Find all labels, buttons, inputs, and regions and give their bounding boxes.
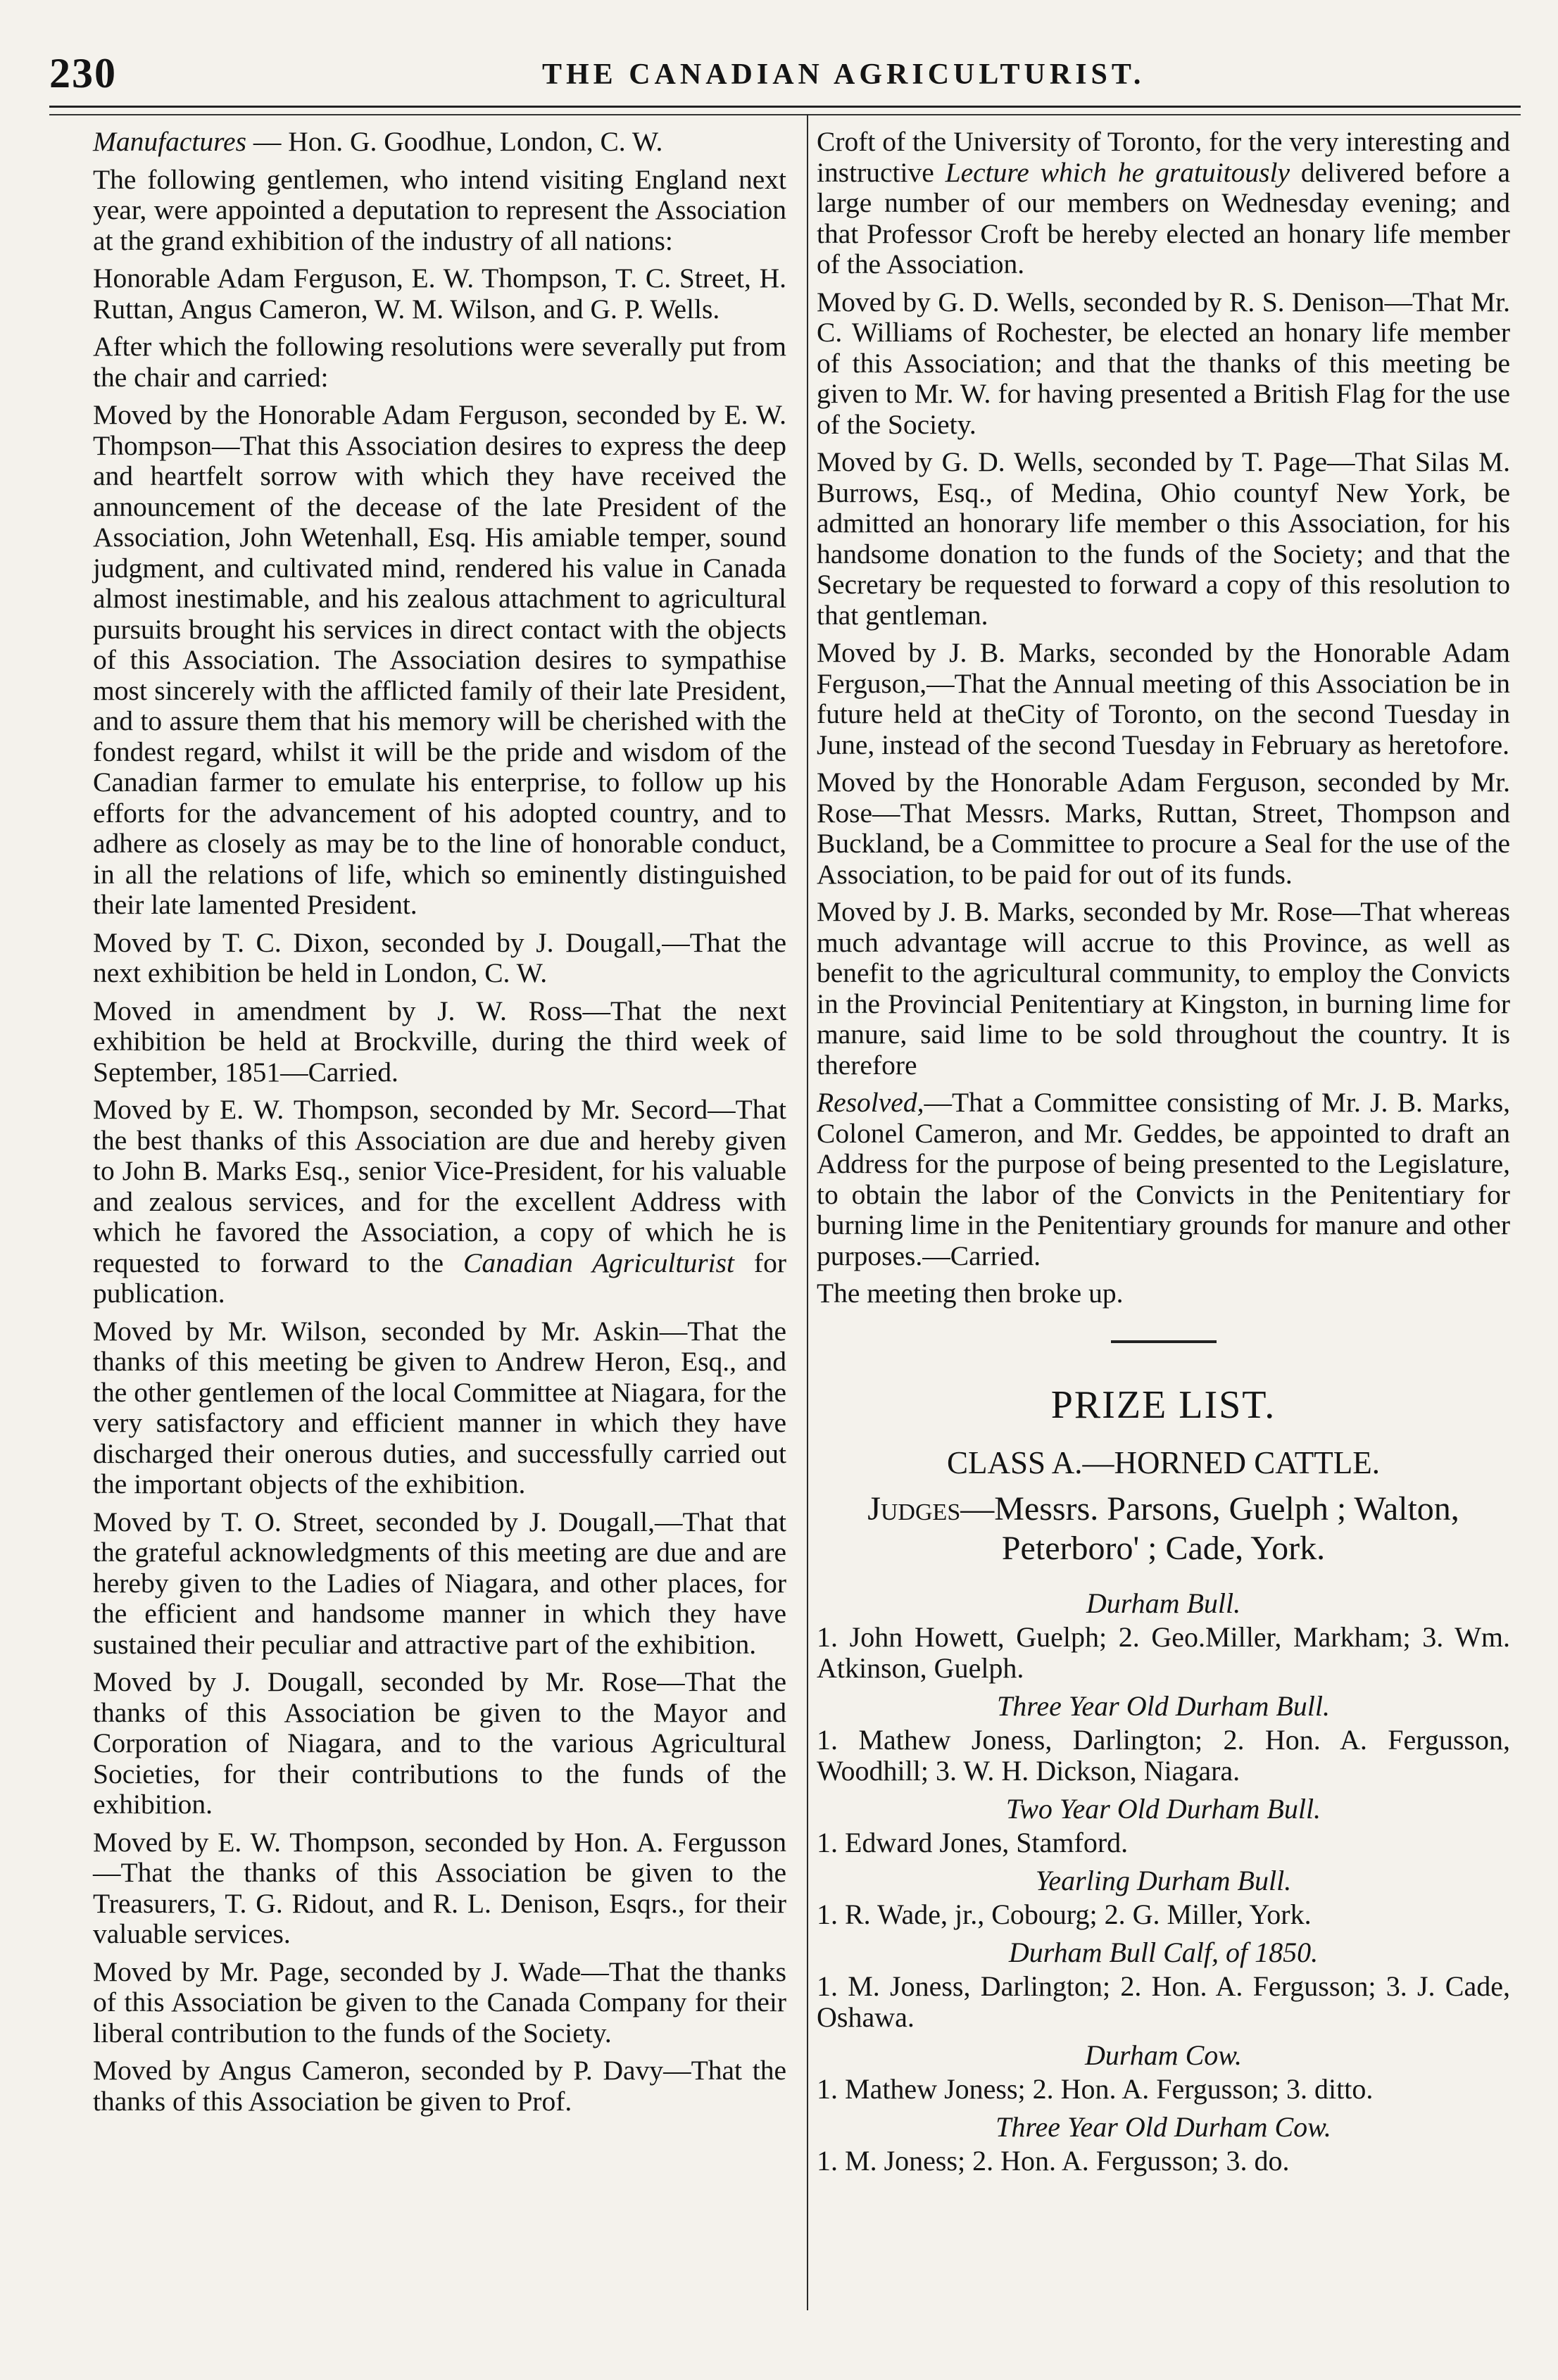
prize-entry: 1. M. Joness, Darlington; 2. Hon. A. Fergusson; 3. J. Cade, Oshawa. [817, 1970, 1510, 2033]
paragraph: Moved by the Honorable Adam Ferguson, seconded by Mr. Rose—That Messrs. Marks, Ruttan, Street, Thompson and Buckland, be a Committee to procure a Seal for the use of the Association, to be paid for out of its funds. [817, 767, 1510, 890]
paragraph: Honorable Adam Ferguson, E. W. Thompson, T. C. Street, H. Ruttan, Angus Cameron, W. M. Wilson, and G. P. Wells. [93, 263, 786, 325]
paragraph: Moved by Mr. Page, seconded by J. Wade—That the thanks of this Association be given to the Canada Company for their liberal contribution to the funds of the Society. [93, 1956, 786, 2048]
paragraph: Moved in amendment by J. W. Ross—That the next exhibition be held at Brockville, during the third week of September, 1851—Carried. [93, 995, 786, 1088]
category-heading: Three Year Old Durham Bull. [996, 1689, 1330, 1722]
running-title: THE CANADIAN AGRICULTURIST. [542, 58, 1145, 91]
paragraph: Moved by J. B. Marks, seconded by the Honorable Adam Ferguson,—That the Annual meeting of this Association be in future held at theCity of Toronto, on the second Tuesday in June, instead of the second Tuesday in February as heretofore. [817, 637, 1510, 760]
paragraph: Manufactures — Hon. G. Goodhue, London, C. W. [93, 126, 663, 157]
paragraph: Moved by J. B. Marks, seconded by Mr. Rose—That whereas much advantage will accrue to this Province, as well as benefit to the agricultural community, to employ the Convicts in the Provincial Penitentiary at Kingston, in burning lime for manure, said lime to be sold throughout the country. It is therefore [817, 896, 1510, 1081]
prize-entry: 1. M. Joness; 2. Hon. A. Fergusson; 3. do. [817, 2144, 1290, 2177]
paragraph: Moved by G. D. Wells, seconded by T. Page—That Silas M. Burrows, Esq., of Medina, Ohio countyf New York, be admitted an honorary life member o this Association, for his handsome donation to the funds of the Society; and that the Secretary be requested to forward a copy of this resolution to that gentleman. [817, 446, 1510, 631]
prize-entry: 1. R. Wade, jr., Cobourg; 2. G. Miller, York. [817, 1898, 1312, 1930]
header-rule [49, 106, 1521, 115]
paragraph: Moved by Mr. Wilson, seconded by Mr. Askin—That the thanks of this meeting be given to Andrew Heron, Esq., and the other gentlemen of the local Committee at Niagara, for the very satisfactory and efficient manner in which they have discharged their onerous duties, and successfully carried out the important objects of the exhibition. [93, 1315, 786, 1499]
category-heading: Durham Bull Calf, of 1850. [1008, 1936, 1319, 1968]
category-heading: Two Year Old Durham Bull. [1005, 1792, 1321, 1825]
paragraph: Moved by T. C. Dixon, seconded by J. Dougall,—That the next exhibition be held in London, C. W. [93, 926, 786, 988]
paragraph: Croft of the University of Toronto, for the very interesting and instructive Lecture which he gratuitously delivered before a large number of our members on Wednesday evening; and that Professor Croft be hereby elected an honary life member of the Association. [817, 126, 1510, 279]
judges-line: Judges—Messrs. Parsons, Guelph ; Walton, Peterboro' ; Cade, York. [867, 1490, 1459, 1567]
paragraph: After which the following resolutions were severally put from the chair and carried: [93, 331, 786, 393]
category-heading: Durham Bull. [1086, 1587, 1241, 1619]
prize-entry: 1. John Howett, Guelph; 2. Geo.Miller, Markham; 3. Wm. Atkinson, Guelph. [817, 1620, 1510, 1684]
page-header [49, 49, 1521, 106]
paragraph: Resolved,—That a Committee consisting of Mr. J. B. Marks, Colonel Cameron, and Mr. Geddes, be appointed to draft an Address for the purpose of being presented to the Legislature, to obtain the labor of the Convicts in the Penitentiary for burning lime in the Penitentiary grounds for manure and other purposes.—Carried. [817, 1087, 1510, 1271]
prize-list-title: PRIZE LIST. [1050, 1383, 1276, 1427]
paragraph: Moved by T. O. Street, seconded by J. Dougall,—That that the grateful acknowledgments of this meeting are due and are hereby given to the Ladies of Niagara, and other places, for the efficient and handsome manner in which they have sustained their peculiar and attractive part of the exhibition. [93, 1506, 786, 1660]
class-title: CLASS A.—HORNED CATTLE. [946, 1444, 1381, 1480]
paragraph: Moved by E. W. Thompson, seconded by Hon. A. Fergusson—That the thanks of this Association be given to the Treasurers, T. G. Ridout, and R. L. Denison, Esqrs., for their valuable services. [93, 1826, 786, 1949]
paragraph: Moved by E. W. Thompson, seconded by Mr. Secord—That the best thanks of this Association are due and hereby given to John B. Marks Esq., senior Vice-President, for his valuable and zealous services, and for the excellent Address with which he favored the Association, a copy of which he is requested to forward to the Canadian Agriculturist for publication. [93, 1094, 786, 1309]
right-column [817, 127, 1510, 2184]
left-column [93, 127, 786, 2124]
category-heading: Three Year Old Durham Cow. [995, 2110, 1331, 2143]
prize-entry: 1. Mathew Joness, Darlington; 2. Hon. A. Fergusson, Woodhill; 3. W. H. Dickson, Niagara. [817, 1723, 1510, 1787]
paragraph: The meeting then broke up. [817, 1278, 1124, 1309]
prize-entry: 1. Edward Jones, Stamford. [817, 1826, 1129, 1858]
paragraph: Moved by Angus Cameron, seconded by P. Davy—That the thanks of this Association be given to Prof. [93, 2055, 786, 2117]
paragraph: Moved by the Honorable Adam Ferguson, seconded by E. W. Thompson—That this Association desires to express the deep and heartfelt sorrow with which they have received the announcement of the decease of the late President of the Association, John Wetenhall, Esq. His amiable temper, sound judgment, and cultivated mind, rendered his value in Canada almost inestimable, and his zealous attachment to agricultural pursuits brought his services in direct contact with the objects of this Association. The Association desires to sympathise most sincerely with the afflicted family of their late President, and to assure them that his memory will be cherished with the fondest regard, whilst it will be the pride and wisdom of the Canadian farmer to emulate his enterprise, to follow up his efforts for the advancement of his adopted country, and to adhere as closely as may be to the line of honorable conduct, in all the relations of life, which so eminently distinguished their late lamented President. [93, 399, 786, 920]
column-divider [807, 114, 808, 2310]
paragraph: Moved by J. Dougall, seconded by Mr. Rose—That the thanks of this Association be given to the Mayor and Corporation of Niagara, and to the various Agricultural Societies, for their contributions to the funds of the exhibition. [93, 1666, 786, 1820]
page-number: 230 [49, 50, 117, 96]
category-heading: Yearling Durham Bull. [1035, 1864, 1292, 1896]
paragraph: Moved by G. D. Wells, seconded by R. S. Denison—That Mr. C. Williams of Rochester, be elected an honary life member of this Association; and that the thanks of this meeting be given to Mr. W. for having presented a British Flag for the use of the Society. [817, 286, 1510, 440]
paragraph: The following gentlemen, who intend visiting England next year, were appointed a deputation to represent the Association at the grand exhibition of the industry of all nations: [93, 163, 786, 256]
category-heading: Durham Cow. [1084, 2039, 1242, 2071]
prize-entry: 1. Mathew Joness; 2. Hon. A. Fergusson; 3. ditto. [817, 2072, 1374, 2105]
section-separator [1111, 1340, 1217, 1343]
